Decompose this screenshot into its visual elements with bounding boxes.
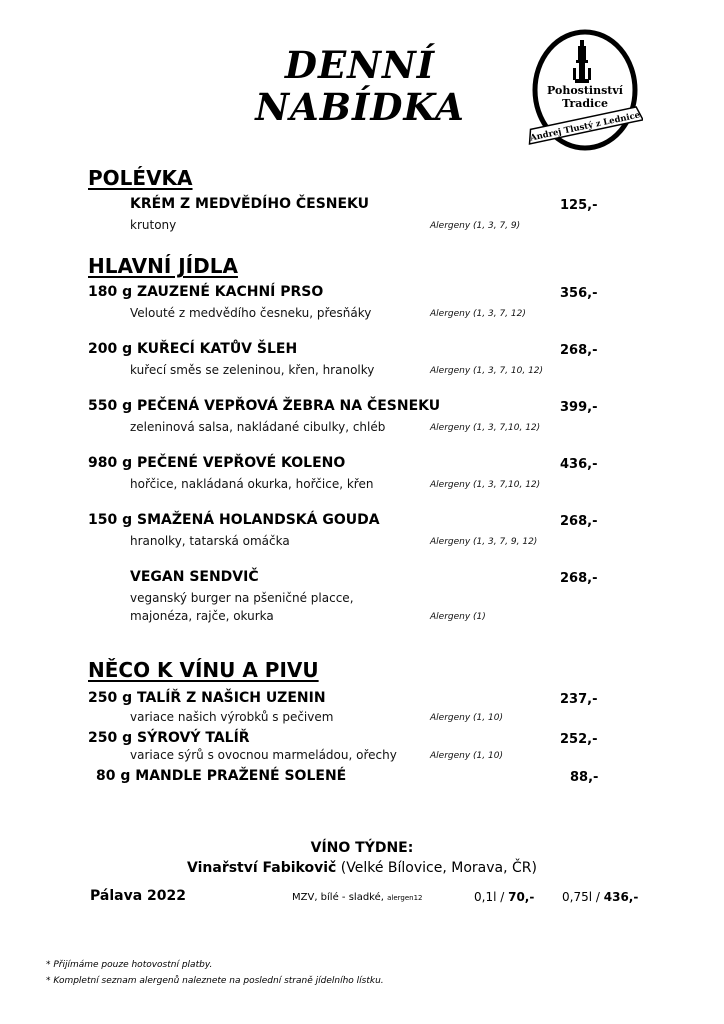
wine-allergen: alergen12 [387,894,423,902]
item-price: 356,- [560,286,598,301]
item-price: 268,- [560,571,598,586]
wine-glass-size: 0,1l / [474,890,505,904]
item-weight: 250 g [88,690,133,706]
item-price: 399,- [560,400,598,415]
item-price: 88,- [570,770,599,785]
wine-origin: (Velké Bílovice, Morava, ČR) [340,860,537,876]
wine-glass-price [474,890,534,904]
page-title [230,44,490,128]
wine-bottle-price [562,890,638,904]
wine-producer-line [0,860,724,876]
wine-heading: VÍNO TÝDNE: [310,840,414,856]
item-description: veganský burger na pšeničné placce, [130,591,354,605]
item-weight: 250 g [88,730,133,746]
item-name [88,398,440,414]
item-allergens: Alergeny (1, 3, 7,10, 12) [430,423,541,433]
item-weight: 980 g [88,455,133,471]
item-weight: 200 g [88,341,133,357]
item-description: hranolky, tatarská omáčka [130,534,290,548]
logo-banner-text: Andrej Tlustý z Lednice [529,110,642,144]
section-title-soup: POLÉVKA [88,166,193,190]
item-name [88,730,250,746]
item-title: PEČENÁ VEPŘOVÁ ŽEBRA NA ČESNEKU [137,398,441,414]
item-allergens: Alergeny (1, 10) [430,713,503,723]
item-name: VEGAN SENDVIČ [130,569,259,585]
item-title: ZAUZENÉ KACHNÍ PRSO [137,284,324,300]
item-allergens: Alergeny (1, 10) [430,751,503,761]
wine-producer: Vinařství Fabikovič [187,860,337,876]
item-name [88,512,380,528]
logo-line-1: Pohostinství [547,84,623,97]
item-description: zeleninová salsa, nakládané cibulky, chléb [130,420,386,434]
item-price: 268,- [560,514,598,529]
item-name [88,690,326,706]
item-title: SÝROVÝ TALÍŘ [137,730,250,746]
item-weight: 150 g [88,512,133,528]
wine-description: MZV, bílé - sladké, [292,892,384,903]
item-allergens: Alergeny (1, 3, 7, 12) [430,309,526,319]
tower-icon [573,40,591,83]
wine-bottle-amount: 436,- [603,890,639,904]
footnote-payment: * Přijímáme pouze hotovostní platby. [46,960,213,970]
item-description: krutony [130,218,177,232]
wine-glass-amount: 70,- [508,890,535,904]
item-price: 436,- [560,457,598,472]
item-price: 237,- [560,692,598,707]
footnote-allergens: * Kompletní seznam alergenů naleznete na poslední straně jídelního lístku. [46,976,384,986]
wine-info [292,892,423,903]
item-description: kuřecí směs se zeleninou, křen, hranolky [130,363,375,377]
wine-name: Pálava 2022 [90,888,186,904]
item-title: SMAŽENÁ HOLANDSKÁ GOUDA [137,512,380,528]
item-name [88,284,323,300]
item-title: KUŘECÍ KATŮV ŠLEH [137,341,298,357]
item-name [88,455,345,471]
title-line-1: DENNÍ [284,43,436,87]
item-title: MANDLE PRAŽENÉ SOLENÉ [135,768,347,784]
section-title-mains: HLAVNÍ JÍDLA [88,254,238,278]
item-description: Velouté z medvědího česneku, přesňáky [130,306,372,320]
item-weight: 80 g [96,768,131,784]
item-allergens: Alergeny (1, 3, 7, 9, 12) [430,537,538,547]
wine-bottle-size: 0,75l / [562,890,600,904]
item-name [96,768,346,784]
item-allergens: Alergeny (1, 3, 7, 9) [430,221,521,231]
section-title-snacks: NĚCO K VÍNU A PIVU [88,658,319,682]
item-description: variace našich výrobků s pečivem [130,710,334,724]
item-description: variace sýrů s ovocnou marmeládou, ořechy [130,748,397,762]
item-name: KRÉM Z MEDVĚDÍHO ČESNEKU [130,196,370,212]
item-name [88,341,297,357]
item-weight: 180 g [88,284,133,300]
logo-line-2: Tradice [562,97,608,110]
item-price: 252,- [560,732,598,747]
item-allergens: Alergeny (1, 3, 7,10, 12) [430,480,541,490]
title-line-2: NABÍDKA [255,85,465,129]
item-description: hořčice, nakládaná okurka, hořčice, křen [130,477,374,491]
item-price: 268,- [560,343,598,358]
item-description: majonéza, rajče, okurka [130,609,274,623]
item-allergens: Alergeny (1, 3, 7, 10, 12) [430,366,544,376]
item-weight: 550 g [88,398,133,414]
item-price: 125,- [560,198,598,213]
restaurant-logo [527,28,643,152]
item-allergens: Alergeny (1) [430,612,486,622]
item-title: TALÍŘ Z NAŠICH UZENIN [137,690,326,706]
item-title: PEČENÉ VEPŘOVÉ KOLENO [137,455,346,471]
